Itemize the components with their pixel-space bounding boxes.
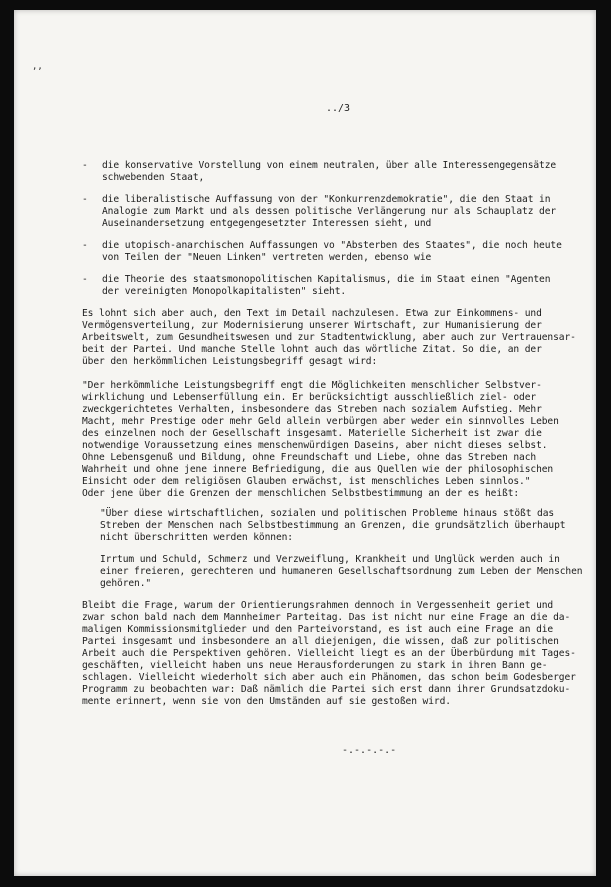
quote-leistungsbegriff: "Der herkömmliche Leistungsbegriff engt die Möglichkeiten menschlicher Selbstver- wirklichung und Lebenserfüllung ein. Er berücksichtigt ausschließlich ziel- oder zweckgerichtetes Verhalten, insbesondere das Streben nach sozialem Aufstieg. Mehr Macht, mehr Prestige oder mehr Geld allein verbürgen aber weder ein sinnvolles Leben des einzelnen noch der Gesellschaft insgesamt. Materielle Sicherheit ist zwar die notwendige Voraussetzung eines menschenwürdigen Daseins, aber nicht dieses selbst. Ohne Lebensgenuß und Bildung, ohne Freundschaft und Liebe, ohne das Streben nach Wahrheit und ohne jene innere Befriedigung, die aus Quellen wie der philosophischen Einsicht oder dem religiösen Glauben erwächst, ist menschliches Leben sinnlos." — [82, 380, 559, 487]
bullet-text: die Theorie des staatsmonopolitischen Kapitalismus, die im Staat einen "Agenten der vereinigten Monopolkapitalisten" sieht. — [102, 274, 551, 297]
list-item — [82, 194, 594, 230]
bullet-dash: - — [82, 160, 88, 171]
quote-grenzen-part1: "Über diese wirtschaftlichen, sozialen und politischen Probleme hinaus stößt das Streben der Menschen nach Selbstbestimmung an Grenzen, die grundsätzlich überhaupt nicht überschritten werden können: — [100, 508, 566, 543]
bullet-dash: - — [82, 274, 88, 285]
list-item — [82, 274, 594, 298]
list-item — [82, 240, 594, 264]
paragraph-conclusion: Bleibt die Frage, warum der Orientierungsrahmen dennoch in Vergessenheit geriet und zwar schon bald nach dem Mannheimer Parteitag. Das ist nicht nur eine Frage an die da- maligen Kommissionsmitglieder und den Parteivorstand, es ist auch eine Frage an die Partei insgesamt und insbesondere an all diejenigen, die wissen, daß zur politischen Arbeit auch die Perspektiven gehören. Vielleicht liegt es an der Überbürdung mit Tages- geschäften, vielleicht haben uns neue Herausforderungen zu stark in ihren Bann ge- schlagen. Vielleicht wiederholt sich aber auch ein Phänomen, das schon beim Godesberger Programm zu beobachten war: Daß nämlich die Partei sich erst dann ihrer Grundsatzdoku- mente erinnert, wenn sie von den Umständen auf sie gestoßen wird. — [82, 600, 576, 707]
page-reference: ../3 — [326, 103, 351, 114]
bullet-text: die utopisch-anarchischen Auffassungen vo "Absterben des Staates", die noch heute von Teilen der "Neuen Linken" vertreten werden, ebenso wie — [102, 240, 562, 263]
quote-grenzen-part2: Irrtum und Schuld, Schmerz und Verzweiflung, Krankheit und Unglück werden auch in einer freieren, gerechteren und humaneren Gesellschaftsordnung zum Leben der Menschen gehören." — [100, 554, 583, 589]
bullet-dash: - — [82, 240, 88, 251]
document-page — [14, 10, 596, 876]
bullet-text: die liberalistische Auffassung von der "Konkurrenzdemokratie", die den Staat in Analogie zum Markt und als dessen politische Verlängerung nur als Schauplatz der Auseinandersetzung entgegengesetzter Interessen sieht, und — [102, 194, 557, 229]
indented-quote — [82, 508, 594, 590]
paragraph-intro: Es lohnt sich aber auch, den Text im Detail nachzulesen. Etwa zur Einkommens- und Vermögensverteilung, zur Modernisierung unserer Wirtschaft, zur Humanisierung der Arbeitswelt, zum Gesundheitswesen und zur Stadtentwicklung, aber auch zur Vertrauensar- beit der Partei. Und manche Stelle lohnt auch das wörtliche Zitat. So die, an der über den herkömmlichen Leistungsbegriff gesagt wird: — [82, 308, 576, 367]
bullet-text: die konservative Vorstellung von einem neutralen, über alle Interessengegensätze schwebenden Staat, — [102, 160, 557, 183]
bullet-dash: - — [82, 194, 88, 205]
document-body — [82, 160, 594, 720]
quote-lead-text: Oder jene über die Grenzen der menschlichen Selbstbestimmung an der es heißt: — [82, 488, 520, 499]
list-item — [82, 160, 594, 184]
scan-speck: ,, — [32, 62, 43, 72]
separator-line: -.-.-.-.- — [342, 745, 397, 756]
